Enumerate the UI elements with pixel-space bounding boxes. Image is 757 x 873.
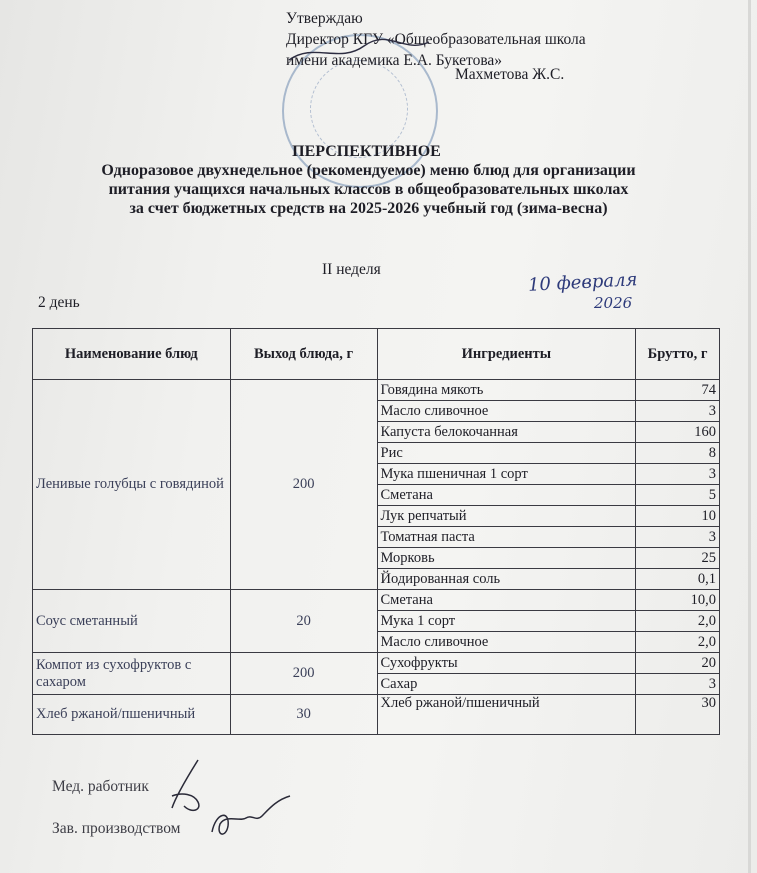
ingredient-name: Масло сливочное (377, 632, 636, 653)
ingredient-gross: 10,0 (636, 590, 720, 611)
ingredient-name: Мука пшеничная 1 сорт (377, 464, 636, 485)
ingredient-gross: 25 (636, 548, 720, 569)
production-signature (206, 792, 296, 848)
director-signature (284, 34, 434, 68)
dish-name: Ленивые голубцы с говядиной (33, 380, 231, 590)
ingredient-name: Капуста белокочанная (377, 422, 636, 443)
ingredient-gross: 10 (636, 506, 720, 527)
dish-name: Хлеб ржаной/пшеничный (33, 695, 231, 735)
ingredient-gross: 3 (636, 401, 720, 422)
table-header-row (33, 329, 720, 380)
sheet-edge (748, 0, 751, 873)
header-yield: Выход блюда, г (230, 329, 377, 380)
production-signature-label: Зав. производством (52, 820, 181, 837)
ingredient-gross: 8 (636, 443, 720, 464)
approval-line-1: Утверждаю (286, 10, 363, 27)
ingredient-name: Хлеб ржаной/пшеничный (377, 695, 636, 735)
ingredient-gross: 160 (636, 422, 720, 443)
header-dish: Наименование блюд (33, 329, 231, 380)
document-title: ПЕРСПЕКТИВНОЕ (292, 143, 441, 160)
ingredient-gross: 3 (636, 527, 720, 548)
menu-table (32, 328, 720, 735)
dish-name: Соус сметанный (33, 590, 231, 653)
ingredient-gross: 2,0 (636, 632, 720, 653)
table-row (33, 653, 720, 674)
ingredient-name: Сухофрукты (377, 653, 636, 674)
ingredient-name: Йодированная соль (377, 569, 636, 590)
ingredient-gross: 0,1 (636, 569, 720, 590)
ingredient-name: Морковь (377, 548, 636, 569)
approval-line-3: имени академика Е.А. Букетова» (286, 52, 503, 69)
dish-yield: 200 (230, 380, 377, 590)
subtitle-line-1: Одноразовое двухнедельное (рекомендуемое) меню блюд для организации (101, 162, 636, 179)
header-gross: Брутто, г (636, 329, 720, 380)
table-row (33, 380, 720, 401)
table-row (33, 695, 720, 735)
ingredient-gross: 3 (636, 464, 720, 485)
ingredient-gross: 74 (636, 380, 720, 401)
ingredient-name: Томатная паста (377, 527, 636, 548)
day-label: 2 день (38, 294, 80, 311)
ingredient-name: Лук репчатый (377, 506, 636, 527)
ingredient-name: Говядина мякоть (377, 380, 636, 401)
table-row (33, 590, 720, 611)
ingredient-name: Масло сливочное (377, 401, 636, 422)
dish-yield: 200 (230, 653, 377, 695)
ingredient-gross: 3 (636, 674, 720, 695)
ingredient-gross: 30 (636, 695, 720, 735)
handwritten-date-line-1: 10 февраля (527, 269, 638, 296)
header-ingredients: Ингредиенты (377, 329, 636, 380)
ingredient-name: Мука 1 сорт (377, 611, 636, 632)
medic-signature-label: Мед. работник (52, 778, 149, 795)
ingredient-gross: 2,0 (636, 611, 720, 632)
subtitle-line-3: за счет бюджетных средств на 2025-2026 учебный год (зима-весна) (129, 200, 608, 217)
ingredient-gross: 5 (636, 485, 720, 506)
handwritten-date-line-2: 2026 (594, 294, 633, 312)
ingredient-name: Сметана (377, 590, 636, 611)
dish-yield: 20 (230, 590, 377, 653)
approval-line-2: Директор КГУ «Общеобразовательная школа (286, 31, 586, 48)
dish-name: Компот из сухофруктов с сахаром (33, 653, 231, 695)
subtitle-line-2: питания учащихся начальных классов в общеобразовательных школах (108, 181, 629, 198)
ingredient-name: Сахар (377, 674, 636, 695)
ingredient-gross: 20 (636, 653, 720, 674)
week-label: II неделя (322, 261, 381, 278)
ingredient-name: Рис (377, 443, 636, 464)
dish-yield: 30 (230, 695, 377, 735)
ingredient-name: Сметана (377, 485, 636, 506)
approval-director-name: Махметова Ж.С. (455, 66, 565, 83)
document-subtitle (0, 161, 747, 218)
